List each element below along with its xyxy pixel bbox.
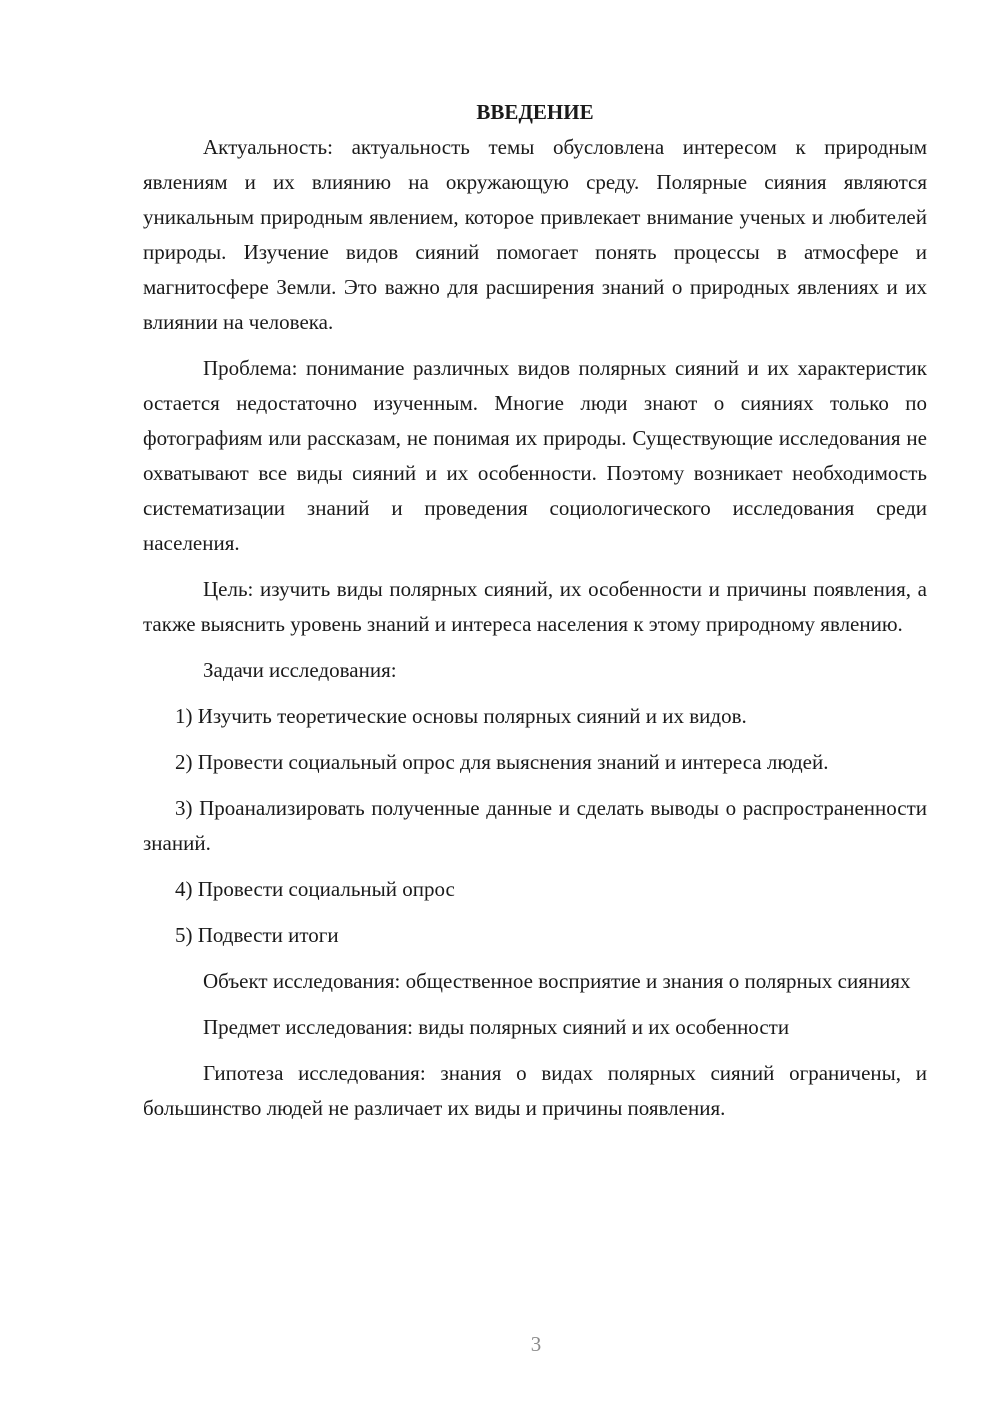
paragraph-object: Объект исследования: общественное восприятие и знания о полярных сияниях xyxy=(203,969,911,993)
paragraph-hypothesis: Гипотеза исследования: знания о видах полярных сияний ограничены, и большинство людей не различает их виды и причины появления. xyxy=(143,1061,927,1120)
page-title: ВВЕДЕНИЕ xyxy=(476,100,594,124)
page-number: 3 xyxy=(530,1332,542,1356)
paragraph-goal: Цель: изучить виды полярных сияний, их особенности и причины появления, а также выяснить уровень знаний и интереса населения к этому природному явлению. xyxy=(143,577,927,636)
task-item: 1) Изучить теоретические основы полярных сияний и их видов. xyxy=(175,704,747,728)
paragraph-subject: Предмет исследования: виды полярных сияний и их особенности xyxy=(203,1015,790,1039)
task-item: 2) Провести социальный опрос для выяснения знаний и интереса людей. xyxy=(175,750,829,774)
task-item: 5) Подвести итоги xyxy=(175,923,339,947)
tasks-heading: Задачи исследования: xyxy=(203,658,397,682)
task-item: 3) Проанализировать полученные данные и сделать выводы о распространенности знаний. xyxy=(143,796,927,855)
paragraph-problem: Проблема: понимание различных видов полярных сияний и их характеристик остается недостаточно изученным. Многие люди знают о сияниях только по фотографиям или рассказам, не понимая их природы. Существующие исследования не охватывают все виды сияний и их особенности. Поэтому возникает необходимость систематизации знаний и проведения социологического исследования среди населения. xyxy=(143,356,927,555)
paragraph-relevance: Актуальность: актуальность темы обусловлена интересом к природным явлениям и их влиянию на окружающую среду. Полярные сияния являются уникальным природным явлением, которое привлекает внимание ученых и любителей природы. Изучение видов сияний помогает понять процессы в атмосфере и магнитосфере Земли. Это важно для расширения знаний о природных явлениях и их влиянии на человека. xyxy=(143,135,927,334)
task-item: 4) Провести социальный опрос xyxy=(175,877,455,901)
page-content xyxy=(143,95,927,1137)
